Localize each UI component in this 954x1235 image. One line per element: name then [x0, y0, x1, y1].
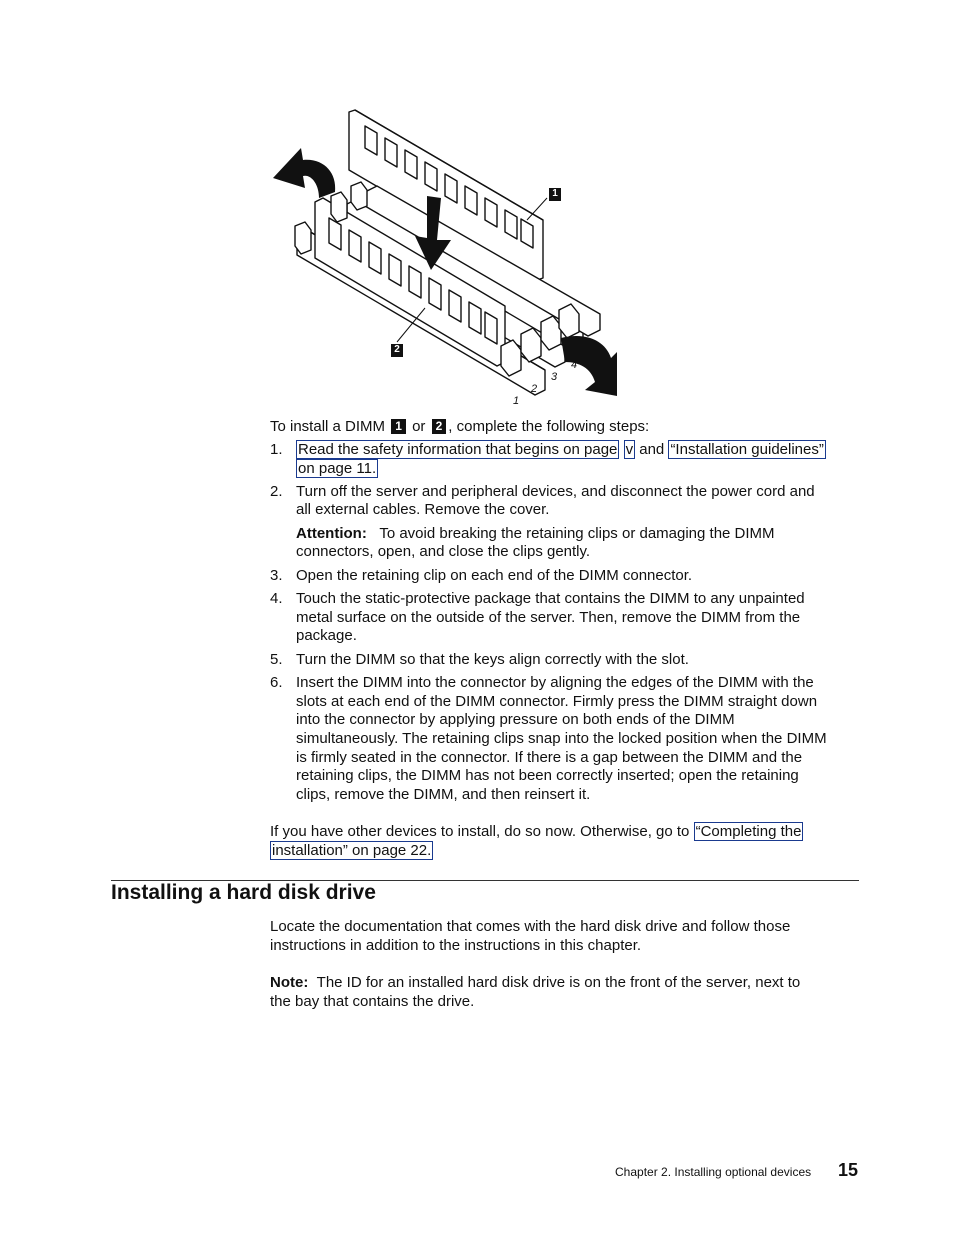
attention-label: Attention:: [296, 525, 367, 542]
dimm-installation-illustration: [265, 100, 635, 410]
open-clip-arrow-left: [273, 148, 335, 198]
intro-text: To install a DIMM: [270, 418, 386, 435]
completing-installation-link[interactable]: “Completing the: [695, 823, 802, 840]
footer-chapter: Chapter 2. Installing optional devices: [615, 1165, 812, 1179]
section-para-line-2: instructions in addition to the instructions in this chapter.: [270, 937, 642, 954]
step-2-line-2: all external cables. Remove the cover.: [296, 501, 550, 518]
safety-info-link[interactable]: Read the safety information that begins on page: [298, 441, 618, 458]
installation-guidelines-link-cont[interactable]: on page 11.: [298, 460, 377, 477]
section-heading: Installing a hard disk drive: [111, 881, 376, 904]
step-number: 5.: [270, 651, 283, 668]
figure-callout-1: 1: [549, 188, 561, 201]
inline-callout-2: 2: [432, 419, 447, 434]
step-3-line-1: Open the retaining clip on each end of the DIMM connector.: [296, 567, 693, 584]
step-4-line-1: Touch the static-protective package that contains the DIMM to any unpainted: [296, 590, 805, 607]
step-4-line-2: metal surface on the outside of the server. Then, remove the DIMM from the: [296, 609, 801, 626]
step-4-line-3: package.: [296, 627, 357, 644]
step-6-line-2: slots at each end of the DIMM connector. Firmly press the DIMM straight down: [296, 693, 818, 710]
dimm-diagram: [265, 100, 635, 410]
installation-guidelines-link[interactable]: “Installation guidelines”: [670, 441, 824, 458]
attention-line-2: connectors, open, and close the clips gently.: [296, 543, 591, 560]
page-number: 15: [838, 1160, 859, 1180]
step-number: 3.: [270, 567, 283, 584]
note-line-2: the bay that contains the drive.: [270, 993, 475, 1010]
intro-after: , complete the following steps:: [448, 418, 650, 435]
step-6-line-4: simultaneously. The retaining clips snap into the locked position when the DIMM: [296, 730, 827, 747]
note-text: The ID for an installed hard disk drive is on the front of the server, next to: [316, 974, 801, 991]
step-1-line-1: [296, 441, 826, 460]
note-label: Note:: [270, 974, 309, 991]
attention-line-1: [296, 525, 775, 544]
closing-line-2: [270, 842, 433, 861]
and-text: and: [639, 441, 665, 458]
step-6-line-1: Insert the DIMM into the connector by aligning the edges of the DIMM with the: [296, 674, 814, 691]
intro-line: [270, 418, 649, 437]
step-2-line-1: Turn off the server and peripheral devices, and disconnect the power cord and: [296, 483, 815, 500]
close-clip-arrow-right: [561, 336, 617, 396]
slot-number-2: 2: [531, 383, 538, 395]
step-6-line-7: clips, remove the DIMM, and then reinsert it.: [296, 786, 591, 803]
step-6-line-5: is firmly seated in the connector. If there is a gap between the DIMM and the: [296, 749, 803, 766]
step-number: 2.: [270, 483, 283, 500]
step-6-line-3: into the connector by applying pressure on both ends of the DIMM: [296, 711, 735, 728]
step-number: 6.: [270, 674, 283, 691]
step-number: 1.: [270, 441, 283, 458]
slot-number-4: 4: [571, 359, 578, 371]
step-number: 4.: [270, 590, 283, 607]
closing-text: If you have other devices to install, do so now. Otherwise, go to: [270, 823, 690, 840]
slot-number-3: 3: [551, 371, 558, 383]
intro-or: or: [412, 418, 426, 435]
completing-installation-link-cont[interactable]: installation” on page 22.: [272, 842, 432, 859]
step-6-line-6: retaining clips, the DIMM has not been correctly inserted; open the retaining: [296, 767, 799, 784]
note-line-1: [270, 974, 800, 993]
section-para-line-1: Locate the documentation that comes with the hard disk drive and follow those: [270, 918, 791, 935]
figure-callout-2: 2: [391, 344, 403, 357]
inline-callout-1: 1: [391, 419, 406, 434]
slot-number-1: 1: [513, 395, 520, 407]
step-5-line-1: Turn the DIMM so that the keys align correctly with the slot.: [296, 651, 689, 668]
closing-line-1: [270, 823, 803, 842]
page-v-link[interactable]: v: [625, 441, 634, 458]
attention-text: To avoid breaking the retaining clips or damaging the DIMM: [379, 525, 775, 542]
step-1-line-2: [296, 460, 378, 479]
